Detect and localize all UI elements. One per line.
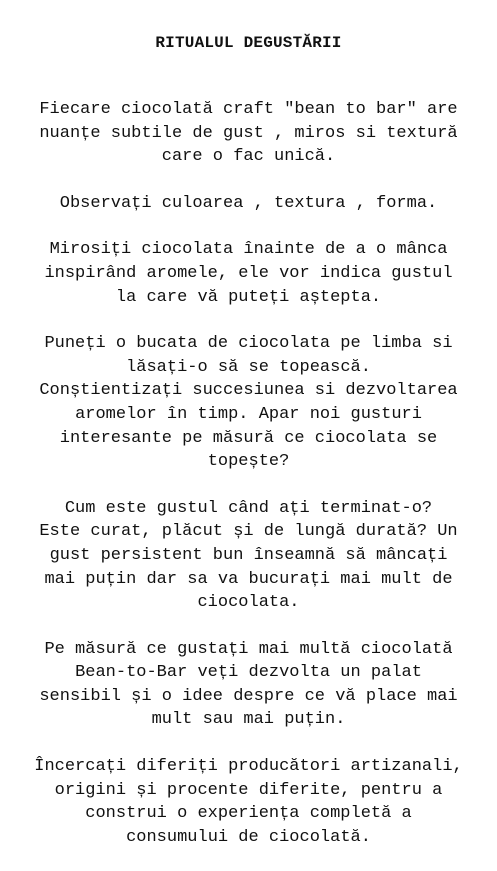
paragraph-line: la care vă puteți aștepta. [115, 287, 382, 307]
paragraph-line: construi o experiența completă a [85, 804, 412, 824]
paragraph-line: lăsați-o să se topească. [126, 357, 371, 377]
paragraph-line: aromelor în timp. Apar noi gusturi [75, 404, 422, 424]
paragraph-line: sensibil și o idee despre ce vă place mai [39, 686, 458, 706]
paragraph-2 [10, 192, 487, 216]
paragraph-line: interesante pe măsură ce ciocolata se [59, 428, 438, 448]
paragraph-line: Observați culoarea , textura , forma. [59, 193, 438, 213]
paragraph-line: mult sau mai puțin. [151, 710, 346, 730]
paragraph-line: consumului de ciocolată. [126, 827, 371, 847]
paragraph-line: Încercați diferiți producători artizanali, [34, 757, 463, 777]
paragraph-line: gust persistent bun înseamnă să mâncați [49, 545, 448, 565]
paragraph-4 [10, 332, 487, 474]
paragraph-6 [10, 638, 487, 732]
paragraph-line: Fiecare ciocolată craft "bean to bar" are [39, 100, 458, 119]
paragraph-line: origini și procente diferite, pentru a [54, 780, 443, 800]
paragraph-line: Bean-to-Bar veți dezvolta un palat [75, 663, 422, 683]
paragraph-line: Pe măsură ce gustați mai multă ciocolată [44, 639, 453, 659]
paragraph-line: nuanțe subtile de gust , miros si textură [39, 123, 458, 143]
paragraph-line: inspirând aromele, ele vor indica gustul [44, 263, 453, 283]
paragraph-line: care o fac unică. [161, 147, 336, 167]
paragraph-line: topește? [207, 452, 290, 472]
paragraph-line: Mirosiți ciocolata înainte de a o mânca [49, 240, 448, 260]
paragraph-line: mai puțin dar sa va bucurați mai mult de [44, 569, 453, 589]
paragraph-line: Conștientizați succesiunea si dezvoltarea [39, 381, 458, 401]
paragraph-5 [10, 497, 487, 615]
page-title: RITUALUL DEGUSTĂRII [155, 34, 342, 52]
paragraph-line: Este curat, plăcut și de lungă durată? Un [39, 522, 458, 542]
paragraph-line: Puneți o bucata de ciocolata pe limba si [44, 334, 453, 354]
paragraph-line: ciocolata. [197, 593, 300, 613]
paragraph-line: Cum este gustul când ați terminat-o? [64, 498, 433, 518]
paragraph-1 [10, 98, 487, 169]
paragraph-7 [10, 755, 487, 849]
paragraph-3 [10, 238, 487, 309]
